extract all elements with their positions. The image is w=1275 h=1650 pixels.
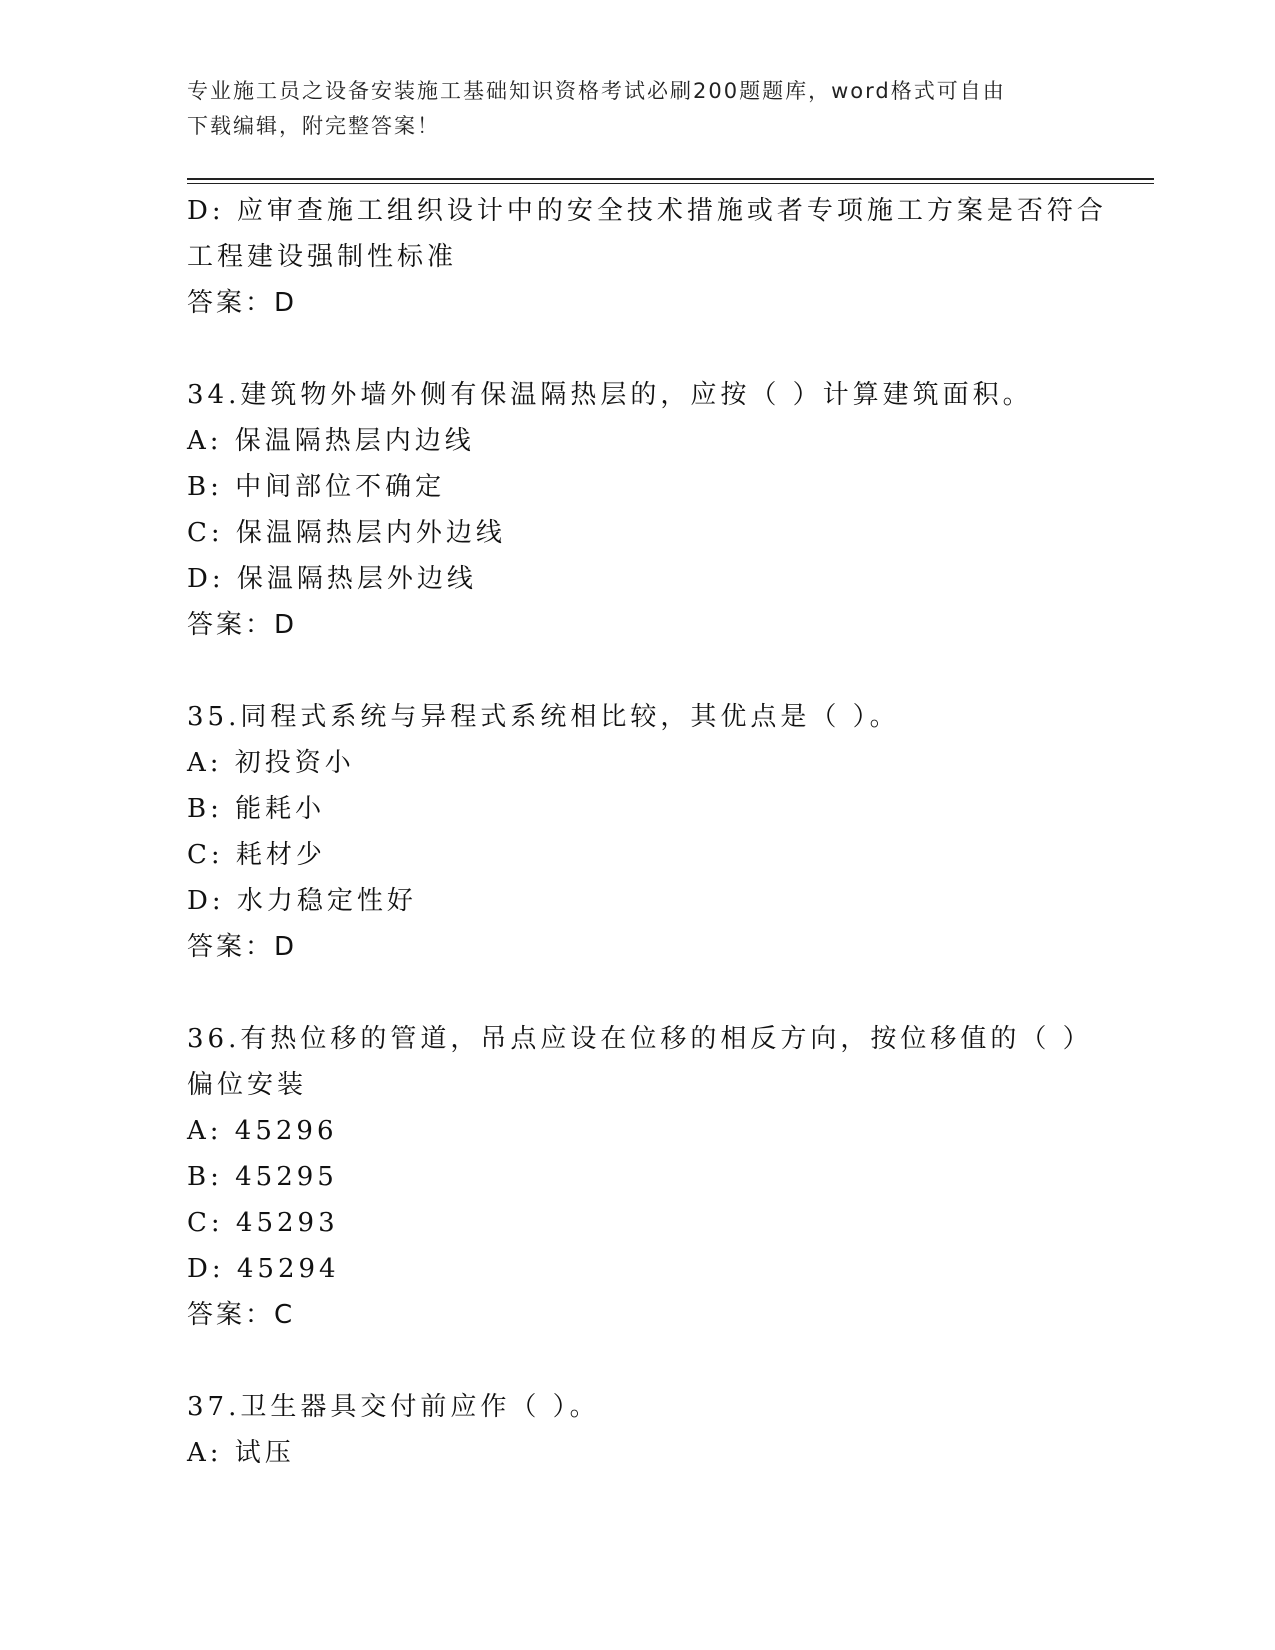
previous-question-tail <box>187 188 1107 326</box>
option-b: B: 中间部位不确定 <box>187 472 446 502</box>
question-stem: 35.同程式系统与异程式系统相比较，其优点是（ ）。 <box>187 702 900 732</box>
spacer <box>187 326 1087 372</box>
document-header <box>187 74 1067 144</box>
option-b: B: 45295 <box>187 1162 338 1192</box>
question-stem: 37.卫生器具交付前应作（ ）。 <box>187 1392 600 1422</box>
header-line-1: 专业施工员之设备安装施工基础知识资格考试必刷200题题库，word格式可自由 <box>187 79 1006 103</box>
header-divider-thin <box>187 183 1154 184</box>
answer-line: 答案：D <box>187 288 298 318</box>
question-34 <box>187 372 1087 648</box>
answer-line: 答案：D <box>187 932 298 962</box>
header-line-2: 下载编辑，附完整答案！ <box>187 114 440 138</box>
option-a: A: 初投资小 <box>187 748 355 778</box>
option-d: D: 45294 <box>187 1254 340 1284</box>
spacer <box>187 970 1087 1016</box>
header-divider-thick <box>187 178 1154 180</box>
answer-line: 答案：C <box>187 1300 296 1330</box>
option-c: C: 耗材少 <box>187 840 326 870</box>
spacer <box>187 648 1087 694</box>
option-b: B: 能耗小 <box>187 794 326 824</box>
question-stem: 36.有热位移的管道，吊点应设在位移的相反方向，按位移值的（ ） <box>187 1024 1093 1054</box>
option-a: A: 保温隔热层内边线 <box>187 426 475 456</box>
question-35 <box>187 694 1087 970</box>
option-c: C: 保温隔热层内外边线 <box>187 518 506 548</box>
option-d: D: 保温隔热层外边线 <box>187 564 477 594</box>
option-a: A: 试压 <box>187 1438 295 1468</box>
option-d: D: 水力稳定性好 <box>187 886 417 916</box>
question-37 <box>187 1384 1087 1476</box>
option-d: D: 应审查施工组织设计中的安全技术措施或者专项施工方案是否符合 <box>187 196 1107 226</box>
question-stem-continued: 偏位安装 <box>187 1070 308 1100</box>
option-c: C: 45293 <box>187 1208 339 1238</box>
option-d-continued: 工程建设强制性标准 <box>187 242 458 272</box>
question-content <box>187 188 1107 1476</box>
spacer <box>187 1338 1087 1384</box>
option-a: A: 45296 <box>187 1116 338 1146</box>
question-36 <box>187 1016 1093 1338</box>
question-stem: 34.建筑物外墙外侧有保温隔热层的，应按（ ）计算建筑面积。 <box>187 380 1033 410</box>
answer-line: 答案：D <box>187 610 298 640</box>
